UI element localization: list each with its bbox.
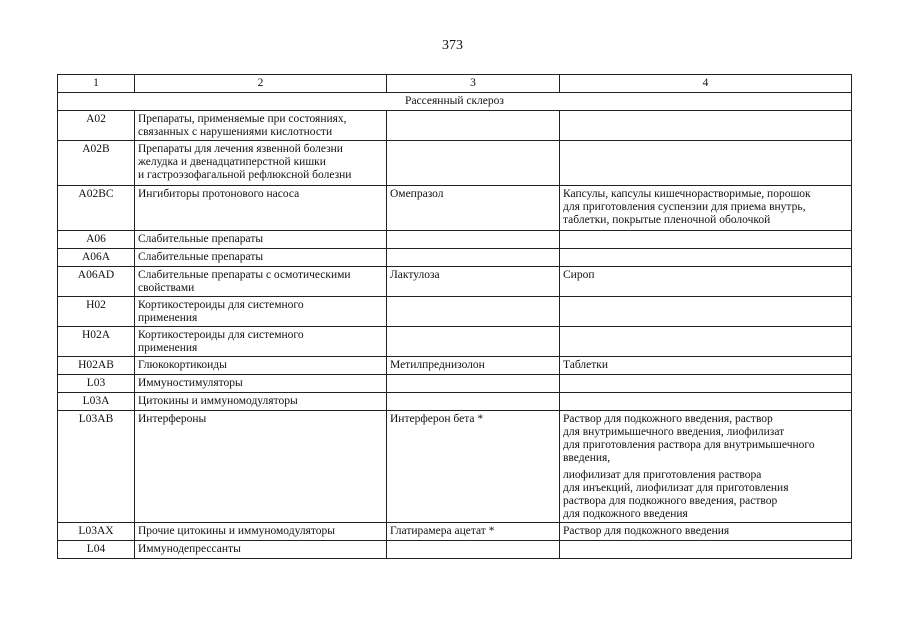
group-name-cell: Иммунодепрессанты — [135, 541, 387, 559]
drug-name-cell: Глатирамера ацетат * — [387, 523, 560, 541]
table-row — [58, 327, 852, 357]
drug-name-cell — [387, 375, 560, 393]
column-header: 2 — [135, 75, 387, 93]
table-row — [58, 541, 852, 559]
table-row — [58, 249, 852, 267]
atc-code-cell: A06 — [58, 231, 135, 249]
drug-name-cell: Интерферон бета * — [387, 411, 560, 523]
group-name-cell: Цитокины и иммуномодуляторы — [135, 393, 387, 411]
dosage-form-cell: Раствор для подкожного введения — [560, 523, 852, 541]
drug-name-cell — [387, 141, 560, 186]
atc-code-cell: A02BC — [58, 186, 135, 231]
table-row — [58, 393, 852, 411]
drug-name-cell: Метилпреднизолон — [387, 357, 560, 375]
column-header: 4 — [560, 75, 852, 93]
group-name-cell: Слабительные препараты с осмотическими свойствами — [135, 267, 387, 297]
drug-name-cell: Омепразол — [387, 186, 560, 231]
column-header: 1 — [58, 75, 135, 93]
table-row — [58, 375, 852, 393]
group-name-cell: Ингибиторы протонового насоса — [135, 186, 387, 231]
atc-code-cell: H02AB — [58, 357, 135, 375]
atc-code-cell: H02 — [58, 297, 135, 327]
column-header-row — [58, 75, 852, 93]
dosage-form-text: Раствор для подкожного введения, раствор для внутримышечного введения, лиофилизат для приготовления раствора для внутримышечного введения, — [563, 413, 815, 464]
drug-name-cell — [387, 249, 560, 267]
dosage-form-cell — [560, 141, 852, 186]
dosage-form-cell — [560, 297, 852, 327]
page-number: 373 — [442, 38, 463, 53]
drug-name-cell: Лактулоза — [387, 267, 560, 297]
atc-code-cell: A02 — [58, 111, 135, 141]
group-name-cell: Кортикостероиды для системного применения — [135, 297, 387, 327]
section-row — [58, 93, 852, 111]
atc-code-cell: L03AX — [58, 523, 135, 541]
group-name-cell: Прочие цитокины и иммуномодуляторы — [135, 523, 387, 541]
atc-code-cell: A06A — [58, 249, 135, 267]
table-row — [58, 231, 852, 249]
group-name-cell: Препараты, применяемые при состояниях, связанных с нарушениями кислотности — [135, 111, 387, 141]
atc-code-cell: L03A — [58, 393, 135, 411]
dosage-form-cell — [560, 375, 852, 393]
group-name-cell: Глюкокортикоиды — [135, 357, 387, 375]
group-name-cell: Слабительные препараты — [135, 249, 387, 267]
group-name-cell: Слабительные препараты — [135, 231, 387, 249]
section-title: Рассеянный склероз — [58, 93, 852, 111]
group-name-cell: Интерфероны — [135, 411, 387, 523]
dosage-form-cell — [560, 541, 852, 559]
table-row — [58, 111, 852, 141]
dosage-form-text-extra: лиофилизат для приготовления раствора для инъекций, лиофилизат для приготовления раствора для подкожного введения, раствор для подкожного введения — [563, 469, 789, 520]
dosage-form-cell — [560, 411, 852, 523]
drug-name-cell — [387, 231, 560, 249]
dosage-form-cell: Капсулы, капсулы кишечнорастворимые, порошок для приготовления суспензии для приема внутрь, таблетки, покрытые пленочной оболочкой — [560, 186, 852, 231]
group-name-cell: Препараты для лечения язвенной болезни желудка и двенадцатиперстной кишки и гастроэзофагальной рефлюксной болезни — [135, 141, 387, 186]
drug-name-cell — [387, 327, 560, 357]
table-row — [58, 411, 852, 523]
atc-code-cell: A02B — [58, 141, 135, 186]
group-name-cell: Иммуностимуляторы — [135, 375, 387, 393]
drug-name-cell — [387, 111, 560, 141]
table-row — [58, 357, 852, 375]
dosage-form-cell — [560, 111, 852, 141]
drug-name-cell — [387, 393, 560, 411]
table-row — [58, 297, 852, 327]
atc-code-cell: L03AB — [58, 411, 135, 523]
drug-name-cell — [387, 541, 560, 559]
dosage-form-cell — [560, 393, 852, 411]
group-name-cell: Кортикостероиды для системного применения — [135, 327, 387, 357]
dosage-form-cell — [560, 249, 852, 267]
table-row — [58, 141, 852, 186]
table-row — [58, 267, 852, 297]
table-row — [58, 186, 852, 231]
dosage-form-cell: Сироп — [560, 267, 852, 297]
dosage-form-cell — [560, 327, 852, 357]
dosage-form-cell: Таблетки — [560, 357, 852, 375]
atc-code-cell: L04 — [58, 541, 135, 559]
column-header: 3 — [387, 75, 560, 93]
atc-code-cell: H02A — [58, 327, 135, 357]
table-row — [58, 523, 852, 541]
drug-table — [57, 74, 852, 559]
atc-code-cell: A06AD — [58, 267, 135, 297]
atc-code-cell: L03 — [58, 375, 135, 393]
dosage-form-cell — [560, 231, 852, 249]
drug-name-cell — [387, 297, 560, 327]
